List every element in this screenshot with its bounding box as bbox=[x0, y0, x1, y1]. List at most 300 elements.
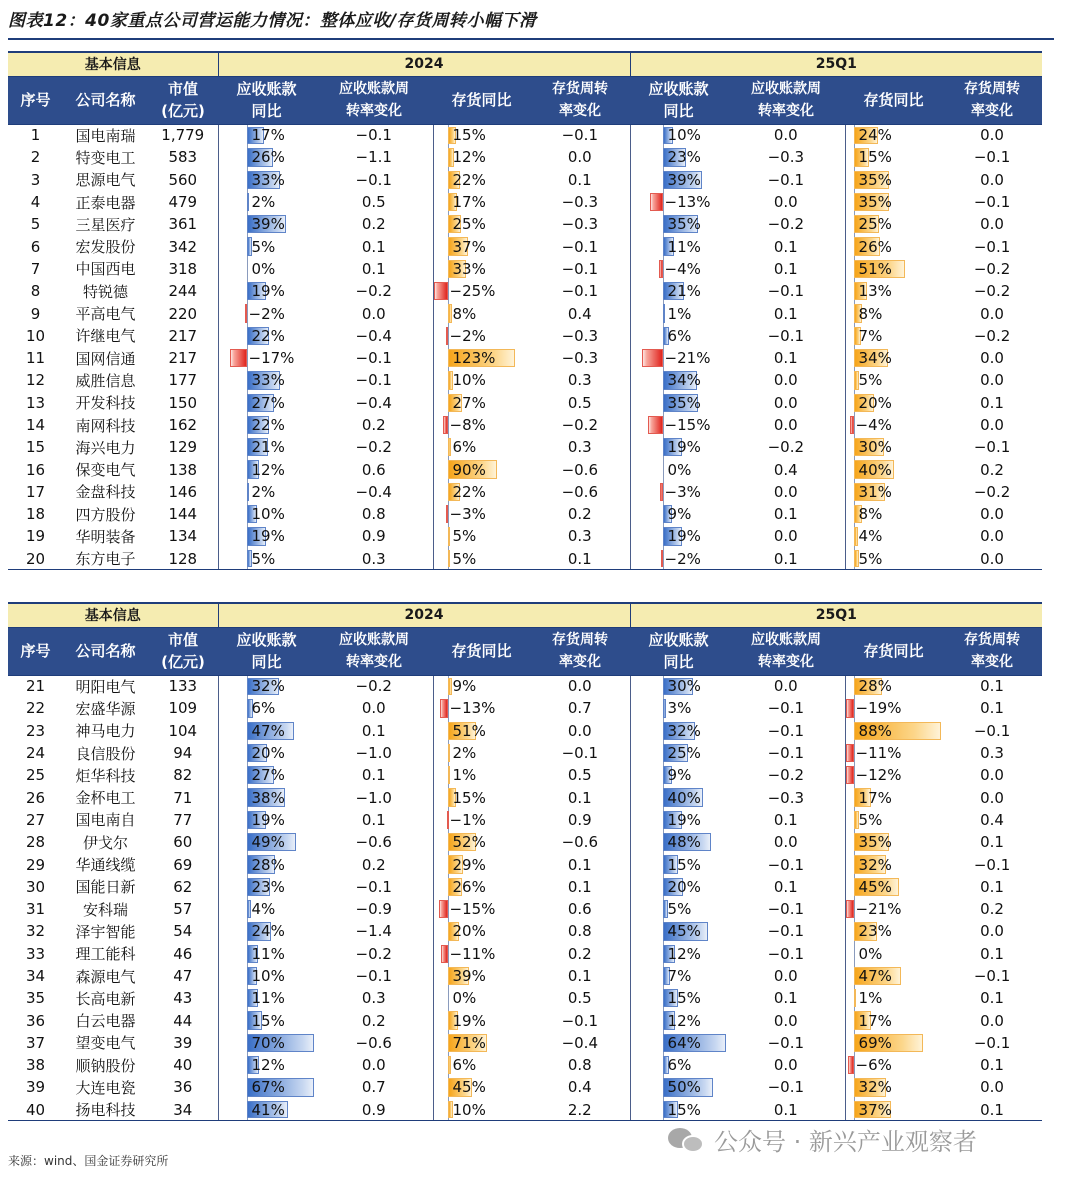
positive-bar bbox=[448, 550, 451, 568]
cell-inv24 bbox=[433, 124, 530, 146]
bar-value-label: 27% bbox=[251, 766, 285, 785]
cell-seq: 6 bbox=[30, 237, 41, 256]
bar-value-label: 32% bbox=[858, 855, 892, 874]
col-seq: 序号 bbox=[8, 76, 63, 124]
bar-value-label: 9% bbox=[667, 505, 692, 524]
cell-invt24: 0.8 bbox=[567, 1056, 592, 1075]
cell-art24: −0.4 bbox=[355, 482, 392, 501]
cell-mcap: 54 bbox=[173, 922, 193, 941]
bar-value-label: 11% bbox=[251, 944, 285, 963]
cell-invq bbox=[845, 853, 942, 875]
bar-value-label: 35% bbox=[858, 193, 892, 212]
cell-seq: 23 bbox=[25, 721, 46, 740]
cell-company: 保变电气 bbox=[75, 461, 136, 480]
cell-mcap: 77 bbox=[173, 810, 193, 829]
cell-invt24: 0.1 bbox=[567, 170, 592, 189]
cell-mcap: 318 bbox=[168, 259, 198, 278]
cell-mcap: 82 bbox=[173, 766, 193, 785]
cell-arq bbox=[630, 965, 727, 987]
bar-value-label: −4% bbox=[855, 416, 892, 434]
cell-mcap: 162 bbox=[168, 416, 198, 434]
cell-seq: 12 bbox=[25, 371, 46, 390]
cell-artq: 0.1 bbox=[773, 989, 798, 1008]
cell-artq: −0.1 bbox=[767, 900, 805, 919]
table-row bbox=[8, 1054, 1042, 1076]
cell-inv24 bbox=[433, 764, 530, 786]
cell-company: 中国西电 bbox=[75, 260, 136, 279]
cell-arq bbox=[630, 831, 727, 853]
cell-art24: −0.2 bbox=[355, 282, 392, 301]
bar-value-label: 17% bbox=[858, 1011, 892, 1030]
cell-invt24: −0.6 bbox=[561, 460, 598, 479]
bar-value-label: 28% bbox=[251, 855, 285, 874]
negative-bar bbox=[848, 1056, 854, 1074]
cell-seq: 21 bbox=[25, 677, 46, 696]
bar-value-label: 6% bbox=[667, 1056, 692, 1075]
cell-invq bbox=[845, 1054, 942, 1076]
bar-value-label: 19% bbox=[452, 1011, 486, 1030]
cell-ar24 bbox=[218, 302, 315, 324]
cell-invtq: 0.0 bbox=[980, 371, 1004, 390]
bar-value-label: 10% bbox=[667, 126, 701, 145]
cell-seq: 39 bbox=[25, 1078, 46, 1097]
cell-ar24 bbox=[218, 1032, 315, 1054]
col-ar-turn-2024 bbox=[315, 627, 433, 675]
cell-artq: 0.0 bbox=[773, 677, 798, 696]
cell-inv24 bbox=[433, 392, 530, 414]
bar-value-label: 19% bbox=[667, 810, 701, 829]
cell-art24: 0.8 bbox=[361, 505, 386, 524]
cell-arq bbox=[630, 1099, 727, 1121]
cell-invq bbox=[845, 764, 942, 786]
cell-company: 大连电瓷 bbox=[75, 1078, 136, 1097]
column-header-row bbox=[8, 627, 1042, 675]
cell-artq: 0.0 bbox=[773, 967, 798, 985]
cell-arq bbox=[630, 235, 727, 257]
cell-seq: 31 bbox=[25, 900, 46, 919]
bar-value-label: 20% bbox=[667, 877, 701, 896]
bar-value-label: 28% bbox=[858, 677, 892, 696]
table-row bbox=[8, 1032, 1042, 1054]
cell-artq: −0.1 bbox=[767, 944, 805, 963]
cell-art24: 0.1 bbox=[361, 237, 386, 256]
cell-art24: 0.7 bbox=[361, 1078, 386, 1097]
cell-seq: 28 bbox=[25, 833, 46, 852]
col-ar-yoy-25q1-line: 同比 bbox=[663, 653, 694, 671]
cell-ar24 bbox=[218, 943, 315, 965]
cell-arq bbox=[630, 853, 727, 875]
table-row bbox=[8, 369, 1042, 391]
col-company: 公司名称 bbox=[63, 76, 148, 124]
cell-ar24 bbox=[218, 742, 315, 764]
cell-inv24 bbox=[433, 525, 530, 547]
cell-art24: −0.1 bbox=[355, 967, 392, 985]
cell-invq bbox=[845, 1076, 942, 1098]
bar-value-label: −12% bbox=[855, 766, 902, 785]
cell-art24: −0.4 bbox=[355, 326, 392, 345]
bar-value-label: 27% bbox=[251, 393, 285, 412]
cell-invq bbox=[845, 347, 942, 369]
table-row bbox=[8, 675, 1042, 697]
cell-seq: 26 bbox=[25, 788, 46, 807]
col-mcap-line: (亿元) bbox=[161, 653, 205, 671]
bar-value-label: 26% bbox=[452, 877, 486, 896]
cell-inv24 bbox=[433, 965, 530, 987]
bar-value-label: 8% bbox=[858, 304, 883, 323]
bar-value-label: 24% bbox=[251, 922, 285, 941]
col-inv-yoy-25q1-line: 存货同比 bbox=[863, 91, 924, 109]
cell-seq: 29 bbox=[25, 855, 46, 874]
cell-artq: −0.1 bbox=[767, 282, 805, 301]
cell-invq bbox=[845, 898, 942, 920]
cell-invt24: 0.9 bbox=[567, 810, 592, 829]
cell-ar24 bbox=[218, 280, 315, 302]
bar-value-label: 22% bbox=[452, 170, 486, 189]
table-row bbox=[8, 124, 1042, 146]
bar-value-label: 1% bbox=[452, 766, 477, 785]
bar-value-label: −11% bbox=[449, 944, 496, 963]
cell-art24: 0.3 bbox=[361, 989, 386, 1008]
bar-value-label: 35% bbox=[858, 833, 892, 852]
cell-seq: 15 bbox=[25, 438, 46, 457]
cell-art24: −0.1 bbox=[355, 349, 392, 368]
cell-arq bbox=[630, 213, 727, 235]
cell-mcap: 60 bbox=[173, 833, 193, 852]
cell-arq bbox=[630, 548, 727, 570]
bar-value-label: 24% bbox=[858, 126, 892, 145]
bar-value-label: 33% bbox=[251, 170, 285, 189]
cell-company: 华通线缆 bbox=[75, 856, 136, 875]
cell-artq: 0.0 bbox=[773, 527, 798, 546]
cell-invt24: −0.3 bbox=[561, 349, 598, 368]
bar-axis bbox=[247, 347, 248, 369]
col-inv-turn-25q1-line: 存货周转 bbox=[964, 81, 1021, 97]
bar-value-label: −17% bbox=[248, 349, 295, 368]
cell-invtq: 0.0 bbox=[980, 1078, 1004, 1097]
bar-axis bbox=[663, 548, 664, 570]
col-inv-yoy-25q1 bbox=[845, 76, 942, 124]
col-ar-yoy-2024 bbox=[218, 627, 315, 675]
cell-invtq: −0.2 bbox=[973, 482, 1011, 501]
cell-inv24 bbox=[433, 1099, 530, 1121]
bar-value-label: 32% bbox=[667, 721, 701, 740]
cell-arq bbox=[630, 876, 727, 898]
cell-mcap: 46 bbox=[173, 944, 193, 963]
cell-invt24: 0.7 bbox=[567, 699, 592, 718]
cell-invtq: 0.0 bbox=[980, 766, 1004, 785]
cell-seq: 40 bbox=[8, 1099, 63, 1121]
cell-art24: 0.3 bbox=[315, 548, 433, 570]
bar-value-label: 7% bbox=[858, 326, 883, 345]
cell-mcap: 109 bbox=[168, 699, 198, 718]
cell-inv24 bbox=[433, 258, 530, 280]
cell-invq bbox=[845, 302, 942, 324]
bar-value-label: 6% bbox=[452, 438, 477, 457]
bar-value-label: 27% bbox=[452, 393, 486, 412]
cell-inv24 bbox=[433, 1009, 530, 1031]
cell-invq bbox=[845, 525, 942, 547]
cell-company: 特锐德 bbox=[82, 282, 128, 301]
cell-company: 平高电气 bbox=[75, 305, 136, 324]
cell-artq: −0.1 bbox=[767, 855, 805, 874]
col-ar-yoy-2024-line: 应收账款 bbox=[236, 80, 297, 98]
col-inv-yoy-25q1-line: 存货同比 bbox=[863, 642, 924, 660]
cell-invtq: 0.0 bbox=[980, 304, 1004, 323]
group-basic-info: 基本信息 bbox=[8, 603, 218, 627]
bar-axis bbox=[448, 943, 449, 965]
cell-invt24: −0.1 bbox=[561, 1011, 598, 1030]
bar-value-label: 33% bbox=[452, 259, 486, 278]
cell-seq: 8 bbox=[30, 282, 41, 301]
cell-invq bbox=[845, 548, 942, 570]
cell-seq: 35 bbox=[25, 989, 46, 1008]
bar-axis bbox=[854, 764, 855, 786]
cell-mcap: 138 bbox=[168, 460, 198, 479]
bar-value-label: 51% bbox=[452, 721, 486, 740]
col-ar-yoy-25q1-line: 同比 bbox=[663, 102, 694, 120]
positive-bar bbox=[663, 304, 665, 322]
watermark-text: 公众号 · 新兴产业观察者 bbox=[714, 1128, 977, 1156]
bar-value-label: 39% bbox=[251, 215, 285, 234]
cell-arq bbox=[630, 943, 727, 965]
cell-art24: 0.1 bbox=[361, 721, 386, 740]
col-inv-yoy-2024 bbox=[433, 76, 530, 124]
bar-value-label: 15% bbox=[251, 1011, 285, 1030]
cell-artq: 0.1 bbox=[727, 1099, 845, 1121]
bar-value-label: −2% bbox=[449, 326, 486, 345]
cell-artq: 0.1 bbox=[773, 259, 798, 278]
bar-value-label: 47% bbox=[858, 967, 892, 985]
negative-bar bbox=[443, 416, 447, 434]
cell-invq bbox=[845, 809, 942, 831]
bar-value-label: 52% bbox=[452, 833, 486, 852]
bar-axis bbox=[663, 481, 664, 503]
bar-value-label: 41% bbox=[251, 1100, 285, 1119]
table-row bbox=[8, 1076, 1042, 1098]
cell-mcap: 1,779 bbox=[161, 126, 205, 145]
bar-value-label: 15% bbox=[452, 788, 486, 807]
cell-arq bbox=[630, 169, 727, 191]
cell-arq bbox=[630, 414, 727, 436]
bar-value-label: 37% bbox=[858, 1100, 892, 1119]
bar-value-label: 11% bbox=[667, 237, 701, 256]
cell-company: 华明装备 bbox=[75, 527, 136, 546]
cell-artq: −0.1 bbox=[767, 1033, 805, 1052]
cell-company: 许继电气 bbox=[75, 327, 136, 346]
cell-ar24 bbox=[218, 987, 315, 1009]
bar-value-label: 47% bbox=[251, 721, 285, 740]
cell-invt24: 0.0 bbox=[567, 721, 592, 740]
col-inv-yoy-2024 bbox=[433, 627, 530, 675]
cell-seq: 24 bbox=[25, 744, 46, 763]
bar-value-label: 69% bbox=[858, 1033, 892, 1052]
group-header-row bbox=[8, 603, 1042, 627]
bar-value-label: −2% bbox=[664, 549, 701, 568]
cell-invt24: −0.1 bbox=[561, 259, 598, 278]
cell-inv24 bbox=[433, 1054, 530, 1076]
cell-arq bbox=[630, 720, 727, 742]
cell-ar24 bbox=[218, 548, 315, 570]
bar-axis bbox=[663, 258, 664, 280]
cell-inv24 bbox=[433, 481, 530, 503]
bar-value-label: 3% bbox=[667, 699, 692, 718]
cell-invt24: 0.1 bbox=[567, 855, 592, 874]
cell-inv24 bbox=[433, 675, 530, 697]
bar-value-label: −15% bbox=[664, 416, 711, 434]
watermark bbox=[668, 1122, 977, 1157]
bar-value-label: 64% bbox=[667, 1033, 701, 1052]
operations-table-1 bbox=[8, 51, 1042, 570]
col-inv-turn-2024 bbox=[530, 76, 630, 124]
cell-invt24: −0.6 bbox=[561, 833, 598, 852]
bar-value-label: 8% bbox=[452, 304, 477, 323]
cell-seq: 22 bbox=[25, 699, 46, 718]
cell-invtq: 0.0 bbox=[980, 349, 1004, 368]
cell-artq: 0.1 bbox=[773, 505, 798, 524]
table-row bbox=[8, 280, 1042, 302]
col-inv-turn-25q1 bbox=[942, 627, 1042, 675]
col-ar-yoy-2024-line: 同比 bbox=[251, 653, 282, 671]
cell-mcap: 36 bbox=[173, 1078, 193, 1097]
bar-value-label: −8% bbox=[449, 416, 486, 434]
cell-inv24 bbox=[433, 302, 530, 324]
cell-company: 理工能科 bbox=[75, 945, 136, 964]
cell-invt24: 0.3 bbox=[567, 371, 592, 390]
cell-invtq: 0.2 bbox=[980, 460, 1004, 479]
cell-artq: 0.0 bbox=[773, 1011, 798, 1030]
cell-inv24 bbox=[433, 742, 530, 764]
table-row bbox=[8, 458, 1042, 480]
cell-invtq: −0.2 bbox=[973, 282, 1011, 301]
cell-inv24 bbox=[433, 548, 530, 570]
cell-arq bbox=[630, 809, 727, 831]
group-basic-info: 基本信息 bbox=[8, 52, 218, 76]
cell-art24: −0.4 bbox=[355, 393, 392, 412]
col-company: 公司名称 bbox=[63, 627, 148, 675]
cell-art24: −0.1 bbox=[355, 877, 392, 896]
col-ar-turn-2024 bbox=[315, 76, 433, 124]
cell-invtq: 0.1 bbox=[980, 699, 1004, 718]
cell-company: 伊戈尔 bbox=[82, 833, 128, 852]
negative-bar bbox=[648, 416, 663, 434]
cell-art24: 0.1 bbox=[361, 810, 386, 829]
cell-invq bbox=[845, 786, 942, 808]
bar-value-label: 5% bbox=[251, 237, 276, 256]
positive-bar bbox=[247, 483, 249, 501]
cell-arq bbox=[630, 1076, 727, 1098]
cell-company: 森源电气 bbox=[75, 967, 136, 986]
cell-invq bbox=[845, 697, 942, 719]
negative-bar bbox=[642, 349, 663, 367]
cell-ar24 bbox=[218, 213, 315, 235]
cell-inv24 bbox=[433, 414, 530, 436]
cell-artq: −0.1 bbox=[767, 699, 805, 718]
cell-mcap: 244 bbox=[168, 282, 198, 301]
cell-invq bbox=[845, 213, 942, 235]
bar-value-label: 9% bbox=[452, 677, 477, 696]
cell-art24: 0.1 bbox=[361, 766, 386, 785]
cell-invtq: 0.1 bbox=[980, 393, 1004, 412]
bar-value-label: 22% bbox=[452, 482, 486, 501]
bar-value-label: 22% bbox=[251, 416, 285, 434]
cell-seq: 13 bbox=[25, 393, 46, 412]
cell-invt24: −0.4 bbox=[561, 1033, 598, 1052]
cell-inv24 bbox=[433, 920, 530, 942]
col-ar-yoy-25q1 bbox=[630, 76, 727, 124]
cell-ar24 bbox=[218, 525, 315, 547]
cell-art24: 0.0 bbox=[361, 1056, 386, 1075]
cell-artq: 0.0 bbox=[773, 126, 798, 145]
bar-value-label: 31% bbox=[858, 482, 892, 501]
cell-invq bbox=[845, 1009, 942, 1031]
bar-value-label: −6% bbox=[855, 1056, 892, 1075]
cell-invtq: −0.1 bbox=[973, 1033, 1011, 1052]
table-row bbox=[8, 347, 1042, 369]
bar-value-label: 33% bbox=[251, 371, 285, 390]
bar-value-label: 19% bbox=[251, 527, 285, 546]
bar-value-label: 25% bbox=[452, 215, 486, 234]
cell-invt24: −0.1 bbox=[561, 282, 598, 301]
table-row bbox=[8, 809, 1042, 831]
cell-invtq: 0.2 bbox=[980, 900, 1004, 919]
cell-mcap: 44 bbox=[173, 1011, 193, 1030]
table-row bbox=[8, 1009, 1042, 1031]
col-inv-turn-2024-line: 存货周转 bbox=[552, 81, 609, 97]
negative-bar bbox=[650, 193, 663, 211]
cell-company: 长高电新 bbox=[75, 989, 136, 1008]
bar-value-label: 25% bbox=[667, 744, 701, 763]
bar-value-label: 12% bbox=[251, 1056, 285, 1075]
bar-value-label: 6% bbox=[251, 699, 276, 718]
cell-artq: −0.2 bbox=[767, 766, 805, 785]
cell-invq bbox=[845, 876, 942, 898]
col-ar-turn-25q1 bbox=[727, 76, 845, 124]
cell-inv24 bbox=[433, 280, 530, 302]
bar-value-label: 17% bbox=[858, 788, 892, 807]
cell-art24: −0.2 bbox=[355, 677, 392, 696]
col-ar-turn-25q1-line: 应收账款周 bbox=[751, 632, 822, 648]
cell-ar24 bbox=[218, 720, 315, 742]
cell-ar24 bbox=[218, 764, 315, 786]
cell-arq bbox=[630, 1032, 727, 1054]
col-ar-turn-25q1-line: 应收账款周 bbox=[751, 81, 822, 97]
cell-ar24 bbox=[218, 392, 315, 414]
cell-ar24 bbox=[218, 458, 315, 480]
cell-invq bbox=[845, 987, 942, 1009]
cell-artq: −0.1 bbox=[767, 922, 805, 941]
bar-axis bbox=[663, 414, 664, 436]
figure-title: 图表12：40家重点公司营运能力情况：整体应收/存货周转小幅下滑 bbox=[8, 11, 537, 31]
table-row bbox=[8, 258, 1042, 280]
bar-value-label: 45% bbox=[667, 922, 701, 941]
cell-ar24 bbox=[218, 876, 315, 898]
cell-arq bbox=[630, 503, 727, 525]
bar-value-label: 38% bbox=[251, 788, 285, 807]
bar-value-label: 21% bbox=[251, 438, 285, 457]
cell-invq bbox=[845, 943, 942, 965]
cell-ar24 bbox=[218, 436, 315, 458]
cell-artq: 0.1 bbox=[773, 877, 798, 896]
cell-invt24: −0.3 bbox=[561, 193, 598, 212]
cell-art24: −1.4 bbox=[355, 922, 392, 941]
cell-inv24 bbox=[433, 831, 530, 853]
bar-value-label: 5% bbox=[452, 527, 477, 546]
cell-ar24 bbox=[218, 1076, 315, 1098]
cell-arq bbox=[630, 325, 727, 347]
cell-ar24 bbox=[218, 503, 315, 525]
bar-value-label: 6% bbox=[667, 326, 692, 345]
cell-invt24: 0.5 bbox=[567, 393, 592, 412]
